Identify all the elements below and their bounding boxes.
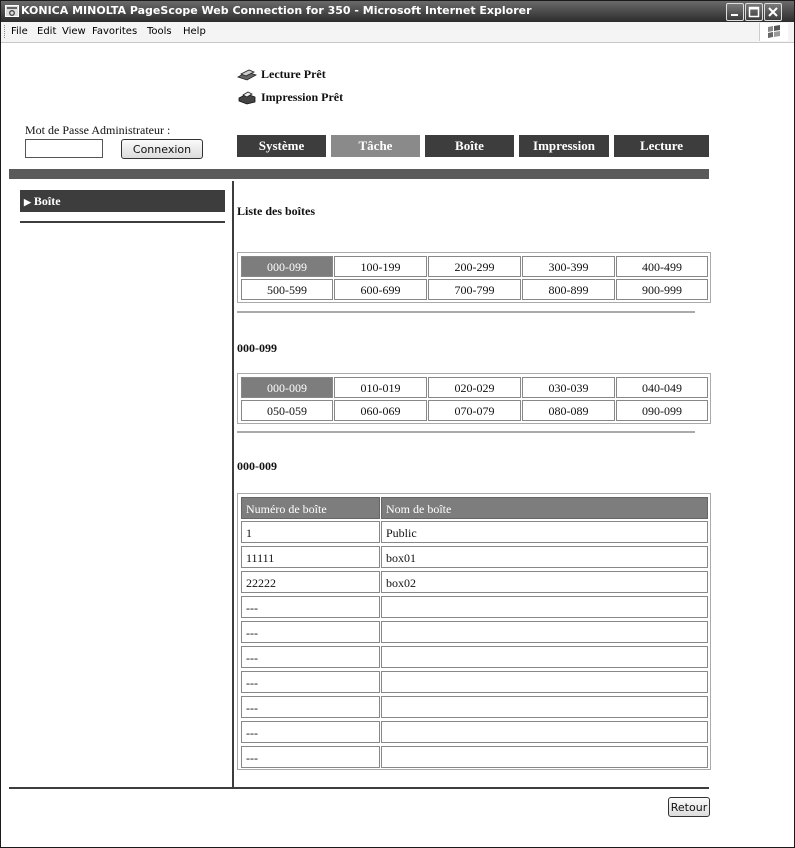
box-number-cell: --- (241, 621, 380, 643)
box-name-cell[interactable]: box02 (381, 571, 708, 593)
sidebar-item-label: Boîte (33, 194, 61, 208)
column-header-name: Nom de boîte (381, 497, 708, 519)
admin-password-label: Mot de Passe Administrateur : (25, 123, 171, 137)
tab-impression[interactable]: Impression (519, 135, 609, 157)
box-range-grid (237, 252, 711, 303)
retour-button[interactable]: Retour (668, 797, 710, 817)
range-300-399[interactable]: 300-399 (522, 256, 615, 277)
title-bar (1, 1, 794, 22)
range-090-099[interactable]: 090-099 (616, 400, 708, 421)
range-000-009[interactable]: 000-009 (241, 377, 333, 398)
range-200-299[interactable]: 200-299 (428, 256, 521, 277)
footer-divider (9, 787, 709, 789)
box-name-cell (381, 696, 708, 718)
windows-logo-icon (759, 23, 788, 41)
tab-systeme[interactable]: Système (237, 135, 326, 157)
minimize-button[interactable] (726, 3, 744, 21)
range-500-599[interactable]: 500-599 (241, 279, 333, 300)
printer-icon (237, 91, 257, 105)
box-number-cell[interactable]: 1 (241, 521, 380, 543)
box-table (237, 493, 711, 770)
window-title: KONICA MINOLTA PageScope Web Connection for 350 - Microsoft Internet Explorer (21, 4, 532, 17)
menu-edit[interactable]: Edit (37, 26, 57, 37)
range-700-799[interactable]: 700-799 (428, 279, 521, 300)
section-separator (237, 311, 695, 313)
range-900-999[interactable]: 900-999 (616, 279, 708, 300)
sidebar-divider (20, 221, 225, 223)
range-040-049[interactable]: 040-049 (616, 377, 708, 398)
range-030-039[interactable]: 030-039 (522, 377, 615, 398)
tab-lecture[interactable]: Lecture (614, 135, 709, 157)
box-name-cell[interactable]: Public (381, 521, 708, 543)
box-table-title: 000-009 (237, 459, 277, 473)
maximize-icon (748, 6, 760, 18)
tab-boite[interactable]: Boîte (425, 135, 514, 157)
close-icon (767, 6, 779, 18)
box-number-cell[interactable]: 11111 (241, 546, 380, 568)
menu-tools[interactable]: Tools (147, 26, 172, 37)
box-number-cell: --- (241, 746, 380, 768)
range-600-699[interactable]: 600-699 (334, 279, 427, 300)
sidebar-item-boite[interactable] (20, 190, 225, 212)
box-name-cell (381, 746, 708, 768)
tab-tache[interactable]: Tâche (331, 135, 420, 157)
maximize-button[interactable] (745, 3, 763, 21)
menu-file[interactable]: File (11, 26, 28, 37)
range-400-499[interactable]: 400-499 (616, 256, 708, 277)
range-800-899[interactable]: 800-899 (522, 279, 615, 300)
box-name-cell (381, 646, 708, 668)
menu-favorites[interactable]: Favorites (92, 26, 138, 37)
range-000-099[interactable]: 000-099 (241, 256, 333, 277)
vertical-divider (232, 181, 234, 787)
box-number-cell: --- (241, 646, 380, 668)
box-number-cell: --- (241, 671, 380, 693)
close-button[interactable] (764, 3, 782, 21)
box-number-cell: --- (241, 596, 380, 618)
box-number-cell[interactable]: 22222 (241, 571, 380, 593)
box-number-cell: --- (241, 721, 380, 743)
printer-status-text: Impression Prêt (261, 90, 344, 104)
connexion-button[interactable]: Connexion (121, 139, 203, 159)
sub-range-title: 000-099 (237, 341, 277, 355)
header-bar (9, 169, 709, 179)
box-name-cell (381, 621, 708, 643)
internet-explorer-icon (5, 4, 19, 18)
section-separator (237, 431, 695, 433)
menu-view[interactable]: View (62, 26, 86, 37)
column-header-number: Numéro de boîte (241, 497, 380, 519)
box-name-cell (381, 671, 708, 693)
box-name-cell (381, 596, 708, 618)
range-010-019[interactable]: 010-019 (334, 377, 427, 398)
admin-password-input[interactable] (25, 139, 103, 158)
menu-help[interactable]: Help (183, 26, 206, 37)
minimize-icon (729, 6, 741, 18)
box-name-cell[interactable]: box01 (381, 546, 708, 568)
range-080-089[interactable]: 080-089 (522, 400, 615, 421)
range-070-079[interactable]: 070-079 (428, 400, 521, 421)
range-100-199[interactable]: 100-199 (334, 256, 427, 277)
box-list-title: Liste des boîtes (237, 204, 315, 218)
toolbar-grip (4, 25, 7, 38)
range-060-069[interactable]: 060-069 (334, 400, 427, 421)
menu-bar (1, 22, 794, 43)
triangle-right-icon: ▶ (24, 197, 31, 207)
range-050-059[interactable]: 050-059 (241, 400, 333, 421)
sub-range-grid (237, 373, 711, 424)
scanner-icon (237, 68, 257, 82)
range-020-029[interactable]: 020-029 (428, 377, 521, 398)
scanner-status (237, 67, 326, 82)
scanner-status-text: Lecture Prêt (261, 67, 326, 81)
printer-status (237, 90, 343, 105)
box-name-cell (381, 721, 708, 743)
box-number-cell: --- (241, 696, 380, 718)
